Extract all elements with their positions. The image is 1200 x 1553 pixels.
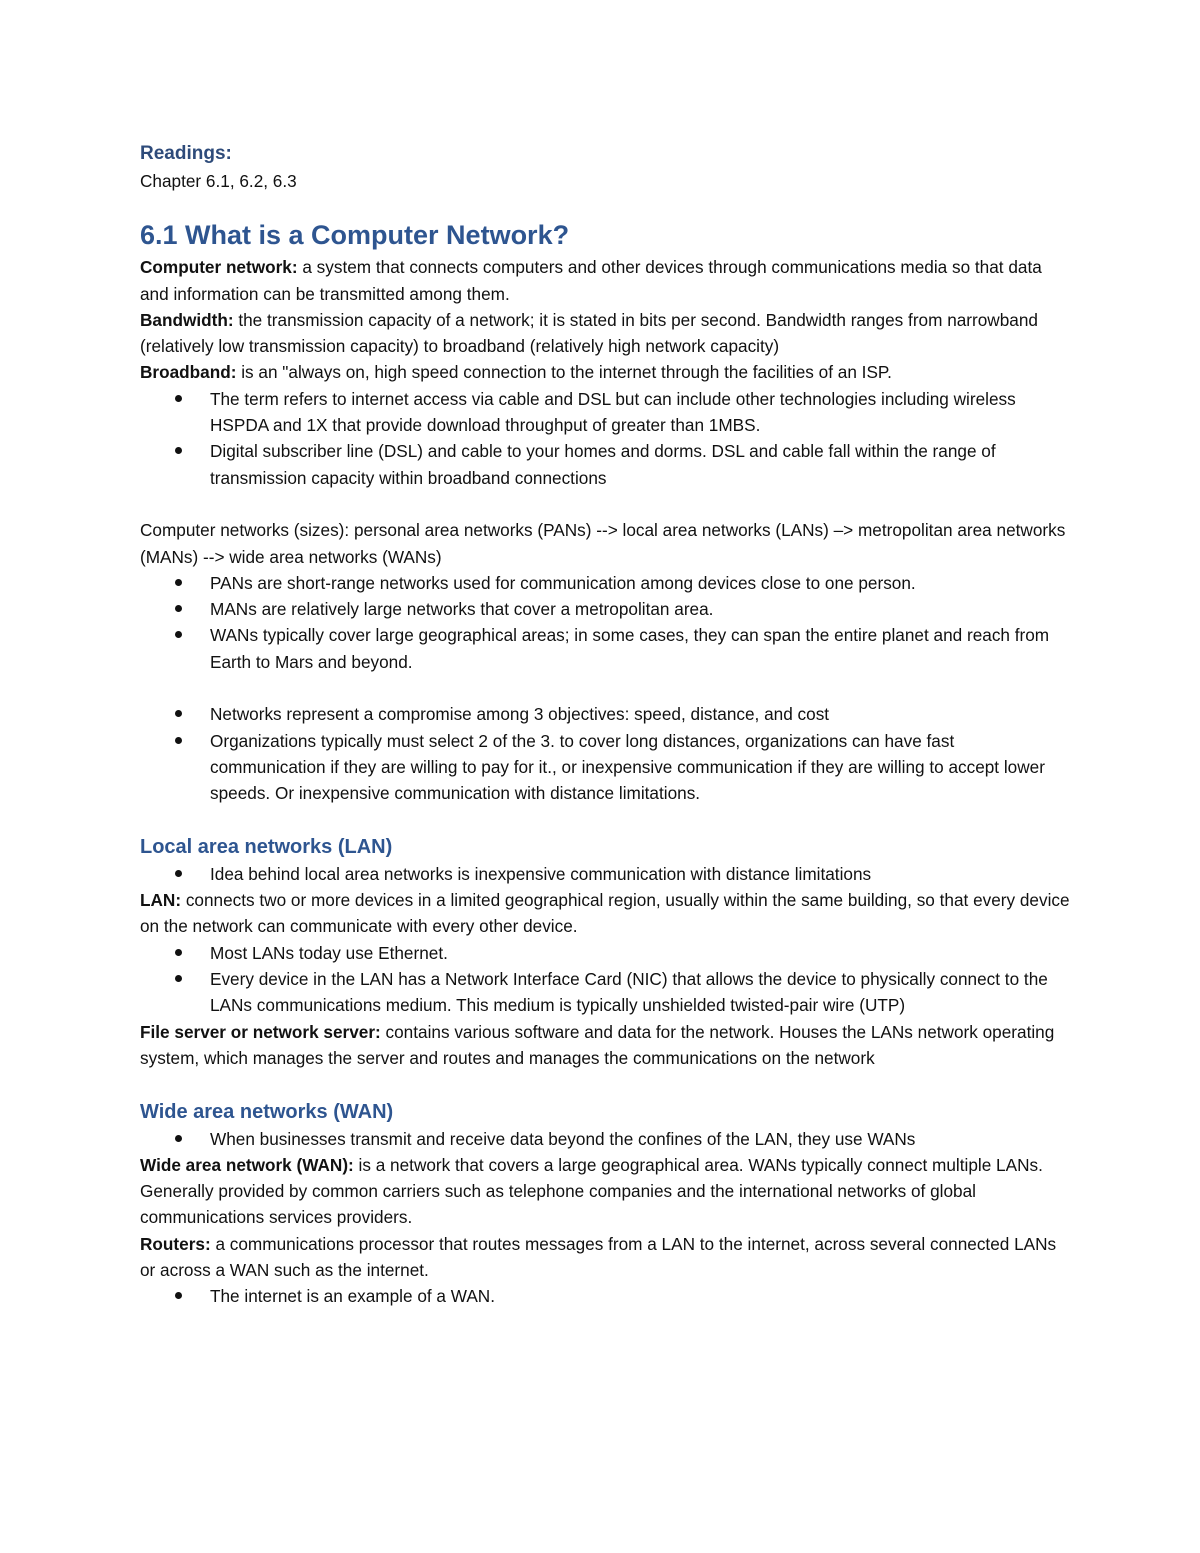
list-item: Organizations typically must select 2 of the 3. to cover long distances, organizations can have fast communication if they are willing to pay for it., or inexpensive communication if they are willing to accept lower speeds. Or inexpensive communication with distance limitations. (210, 728, 1070, 807)
list-item: PANs are short-range networks used for communication among devices close to one person. (210, 570, 1070, 596)
list-item: WANs typically cover large geographical areas; in some cases, they can span the entire planet and reach from Earth to Mars and beyond. (210, 622, 1070, 675)
definition-text: a communications processor that routes messages from a LAN to the internet, across several connected LANs or across a WAN such as the internet. (140, 1233, 1057, 1280)
spacer (140, 1071, 1070, 1097)
definition-file-server (140, 1019, 1070, 1072)
lan-bullet-list (140, 940, 1070, 1019)
section-title-wan: Wide area networks (WAN) (140, 1100, 394, 1123)
list-item: The term refers to internet access via cable and DSL but can include other technologies including wireless HSPDA and 1X that provide download throughput of greater than 1MBS. (210, 386, 1070, 439)
broadband-bullet-list (140, 386, 1070, 491)
definition-broadband (140, 359, 1070, 385)
readings-chapters: Chapter 6.1, 6.2, 6.3 (140, 171, 297, 191)
definition-computer-network (140, 254, 1070, 307)
list-item: Most LANs today use Ethernet. (210, 940, 1070, 966)
list-item: The internet is an example of a WAN. (210, 1283, 1070, 1309)
definition-bandwidth (140, 307, 1070, 360)
definition-term: Wide area network (WAN): (140, 1154, 354, 1175)
definition-term: File server or network server: (140, 1021, 381, 1042)
definition-text: connects two or more devices in a limited geographical region, usually within the same building, so that every device on the network can communicate with every other device. (140, 890, 1070, 937)
definition-term: Routers: (140, 1233, 211, 1254)
spacer (140, 675, 1070, 701)
routers-bullet-list (140, 1283, 1070, 1309)
section-title-lan: Local area networks (LAN) (140, 835, 393, 858)
list-item: When businesses transmit and receive data beyond the confines of the LAN, they use WANs (210, 1126, 1070, 1152)
document-page (140, 140, 1070, 1310)
definition-text: a system that connects computers and other devices through communications media so that data and information can be transmitted among them. (140, 257, 1042, 304)
section-title-computer-network: 6.1 What is a Computer Network? (140, 220, 570, 251)
definition-term: Bandwidth: (140, 309, 234, 330)
objectives-bullet-list (140, 701, 1070, 806)
list-item: Idea behind local area networks is inexpensive communication with distance limitations (210, 861, 1070, 887)
lan-intro-bullet-list (140, 861, 1070, 887)
definition-text: contains various software and data for the network. Houses the LANs network operating system, which manages the server and routes and manages the communications on the network (140, 1021, 1055, 1068)
spacer (140, 807, 1070, 833)
network-sizes-bullet-list (140, 570, 1070, 675)
definition-lan (140, 887, 1070, 940)
list-item: Every device in the LAN has a Network Interface Card (NIC) that allows the device to physically connect to the LANs communications medium. This medium is typically unshielded twisted-pair wire (UTP) (210, 966, 1070, 1019)
list-item: MANs are relatively large networks that cover a metropolitan area. (210, 596, 1070, 622)
definition-text: is an "always on, high speed connection to the internet through the facilities of an ISP. (236, 362, 892, 383)
spacer (140, 491, 1070, 517)
definition-text: the transmission capacity of a network; it is stated in bits per second. Bandwidth ranges from narrowband (relatively low transmission capacity) to broadband (relatively high network capacity) (140, 309, 1038, 357)
readings-heading: Readings: (140, 143, 232, 164)
definition-text: is a network that covers a large geographical area. WANs typically connect multiple LANs. Generally provided by common carriers such as telephone companies and the international networks of global communications services providers. (140, 1154, 1043, 1228)
list-item: Networks represent a compromise among 3 objectives: speed, distance, and cost (210, 701, 1070, 727)
wan-intro-bullet-list (140, 1126, 1070, 1152)
definition-wan (140, 1152, 1070, 1231)
definition-term: LAN: (140, 890, 182, 911)
definition-term: Broadband: (140, 362, 237, 383)
network-sizes-text: Computer networks (sizes): personal area networks (PANs) --> local area networks (LANs) –> metropolitan area networks (MANs) --> wide area networks (WANs) (140, 520, 1066, 567)
definition-routers (140, 1231, 1070, 1284)
list-item: Digital subscriber line (DSL) and cable to your homes and dorms. DSL and cable fall within the range of transmission capacity within broadband connections (210, 438, 1070, 491)
definition-term: Computer network: (140, 257, 298, 278)
